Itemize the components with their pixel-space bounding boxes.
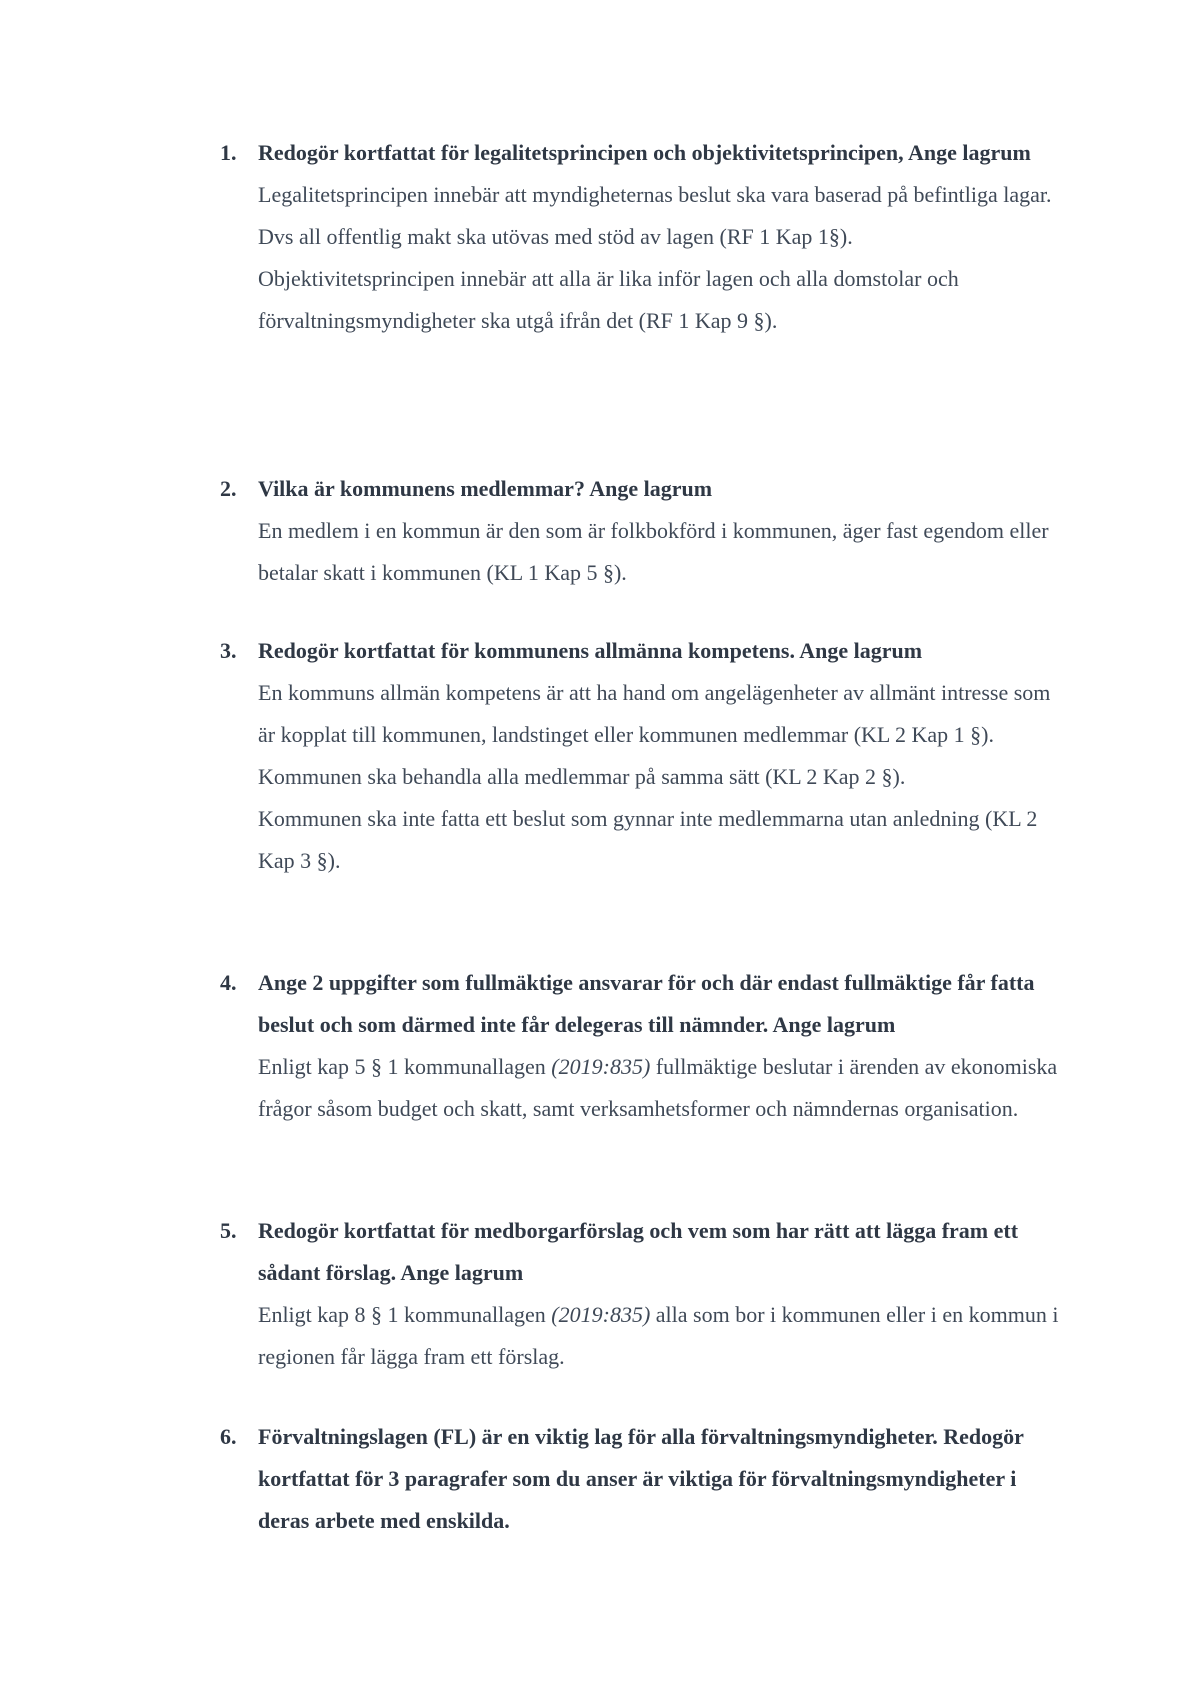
question-body — [258, 468, 1068, 594]
answer-paragraph: Kommunen ska behandla alla medlemmar på samma sätt (KL 2 Kap 2 §). — [258, 764, 906, 789]
question-number: 5. — [220, 1218, 237, 1243]
question-body — [258, 962, 1068, 1130]
question-body — [258, 630, 1068, 882]
question-number: 6. — [220, 1424, 237, 1449]
question-title: Vilka är kommunens medlemmar? Ange lagrum — [258, 476, 713, 501]
law-citation: (2019:835) — [551, 1302, 651, 1327]
answer-text: Enligt kap 5 § 1 kommunallagen — [258, 1054, 552, 1079]
law-citation: (2019:835) — [551, 1054, 651, 1079]
question-body — [258, 1210, 1068, 1378]
question-title: Redogör kortfattat för legalitetsprincipen och objektivitetsprincipen, Ange lagrum — [258, 140, 1031, 165]
answer-text: fullmäktige beslutar i ärenden av ekonomiska frågor såsom budget och skatt, samt verksamhetsformer och nämndernas organisation. — [258, 1054, 1058, 1121]
answer-paragraph: Kommunen ska inte fatta ett beslut som gynnar inte medlemmarna utan anledning (KL 2 Kap 3 §). — [258, 806, 1038, 873]
question-number: 4. — [220, 970, 237, 995]
question-number: 1. — [220, 140, 237, 165]
answer-text: alla som bor i kommunen eller i en kommun i regionen får lägga fram ett förslag. — [258, 1302, 1059, 1369]
question-body — [258, 1416, 1068, 1542]
answer-text: Enligt kap 8 § 1 kommunallagen — [258, 1302, 552, 1327]
question-number: 2. — [220, 476, 237, 501]
question-title: Ange 2 uppgifter som fullmäktige ansvarar för och där endast fullmäktige får fatta beslut och som därmed inte får delegeras till nämnder. Ange lagrum — [258, 970, 1035, 1037]
question-title: Förvaltningslagen (FL) är en viktig lag för alla förvaltningsmyndigheter. Redogör kortfattat för 3 paragrafer som du anser är viktiga för förvaltningsmyndigheter i deras arbete med enskilda. — [258, 1424, 1024, 1533]
answer-paragraph: En medlem i en kommun är den som är folkbokförd i kommunen, äger fast egendom eller betalar skatt i kommunen (KL 1 Kap 5 §). — [258, 518, 1049, 585]
answer-paragraph — [258, 1294, 1068, 1378]
question-title: Redogör kortfattat för medborgarförslag och vem som har rätt att lägga fram ett sådant förslag. Ange lagrum — [258, 1218, 1019, 1285]
answer-paragraph: Objektivitetsprincipen innebär att alla är lika inför lagen och alla domstolar och förvaltningsmyndigheter ska utgå ifrån det (RF 1 Kap 9 §). — [258, 266, 959, 333]
question-title: Redogör kortfattat för kommunens allmänna kompetens. Ange lagrum — [258, 638, 923, 663]
answer-paragraph: Legalitetsprincipen innebär att myndigheternas beslut ska vara baserad på befintliga lagar. Dvs all offentlig makt ska utövas med stöd av lagen (RF 1 Kap 1§). — [258, 182, 1052, 249]
answer-paragraph — [258, 1046, 1068, 1130]
answer-paragraph: En kommuns allmän kompetens är att ha hand om angelägenheter av allmänt intresse som är kopplat till kommunen, landstinget eller kommunen medlemmar (KL 2 Kap 1 §). — [258, 680, 1051, 747]
question-body — [258, 132, 1068, 342]
question-number: 3. — [220, 638, 237, 663]
